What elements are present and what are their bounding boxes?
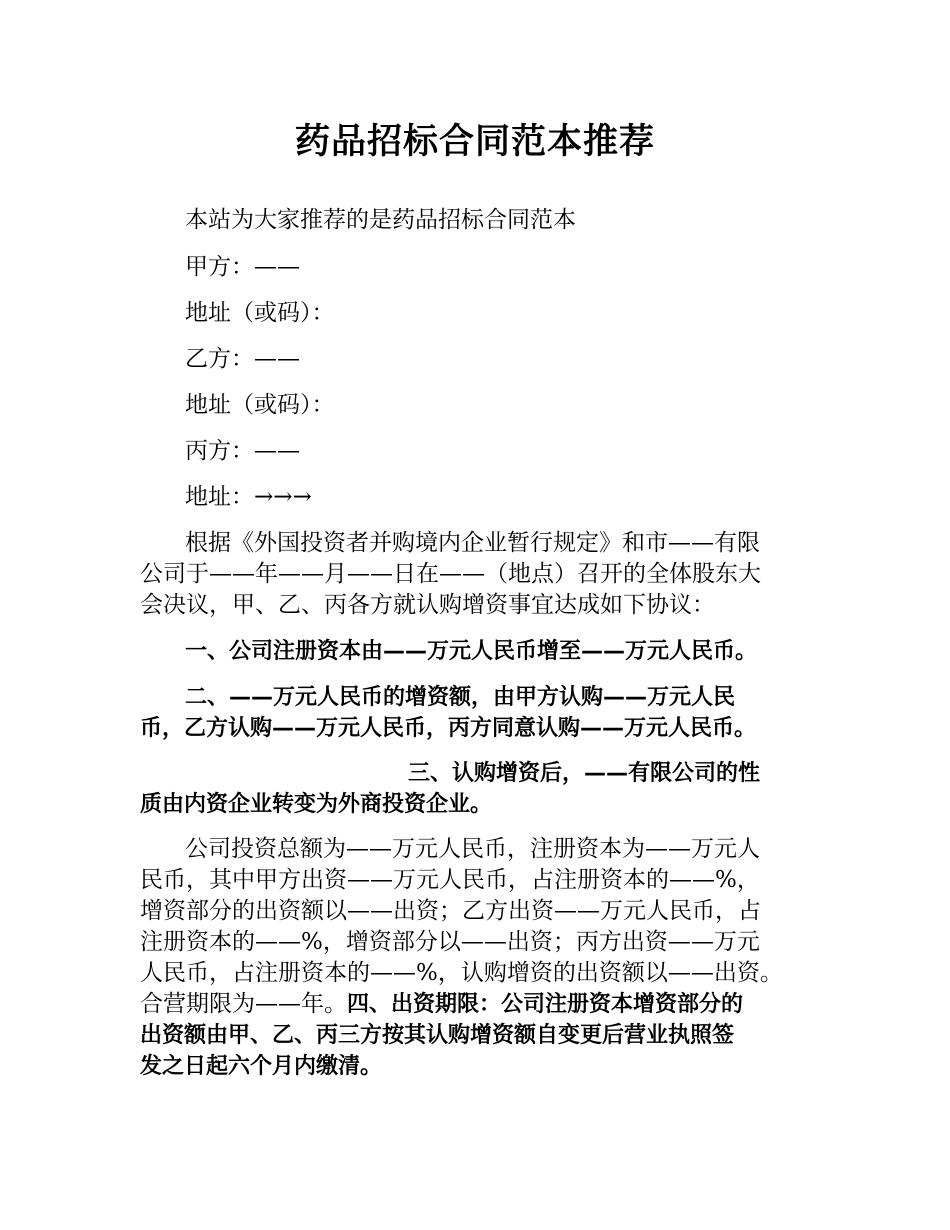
- preamble-line-1: 根据《外国投资者并购境内企业暂行规定》和市——有限: [185, 530, 760, 556]
- address-a-line: 地址（或码）：: [185, 300, 335, 326]
- clause-1-paragraph: [140, 636, 820, 667]
- clause-1-line: 一、公司注册资本由——万元人民币增至——万元人民币。: [185, 639, 758, 664]
- intro-line: 本站为大家推荐的是药品招标合同范本: [185, 207, 576, 233]
- investment-paragraph: [140, 834, 820, 1082]
- address-c-line: 地址：→→→: [185, 484, 312, 510]
- preamble-line-3: 会决议，甲、乙、丙各方就认购增资事宜达成如下协议：: [140, 592, 715, 618]
- preamble-line-2: 公司于——年——月——日在——（地点）召开的全体股东大: [140, 561, 761, 587]
- party-a-line: 甲方：——: [185, 254, 300, 280]
- preamble-paragraph: [140, 528, 820, 621]
- clause-2-line-2: 币，乙方认购——万元人民币，丙方同意认购——万元人民币。: [140, 716, 757, 741]
- party-b-line: 乙方：——: [185, 346, 300, 372]
- investment-line-1: 公司投资总额为——万元人民币，注册资本为——万元人: [185, 836, 760, 862]
- clause-4-line-3: 发之日起六个月内缴清。: [140, 1054, 383, 1079]
- investment-line-2: 民币，其中甲方出资——万元人民币，占注册资本的——%，: [140, 867, 760, 893]
- investment-line-4: 注册资本的——%，增资部分以——出资；丙方出资——万元: [140, 929, 760, 955]
- investment-line-5: 人民币，占注册资本的——%，认购增资的出资额以——出资。: [140, 960, 783, 986]
- clause-3-paragraph: [140, 758, 820, 820]
- clause-4-line-2: 出资额由甲、乙、丙三方按其认购增资额自变更后营业执照签: [140, 1023, 735, 1048]
- address-b-line: 地址（或码）：: [185, 392, 335, 418]
- term-and-clause-4-line: [140, 989, 820, 1020]
- term-text: 合营期限为——年。: [140, 991, 347, 1017]
- clause-2-paragraph: [140, 682, 820, 744]
- investment-line-3: 增资部分的出资额以——出资；乙方出资——万元人民币，占: [140, 898, 761, 924]
- party-c-line: 丙方：——: [185, 438, 300, 464]
- clause-3-line-1: 三、认购增资后，——有限公司的性: [408, 761, 761, 786]
- clause-3-line-2: 质由内资企业转变为外商投资企业。: [140, 792, 493, 817]
- document-title: 药品招标合同范本推荐: [294, 122, 655, 162]
- clause-4-line-1: 四、出资期限：公司注册资本增资部分的: [347, 992, 744, 1017]
- clause-2-line-1: 二、——万元人民币的增资额，由甲方认购——万元人民: [185, 685, 736, 710]
